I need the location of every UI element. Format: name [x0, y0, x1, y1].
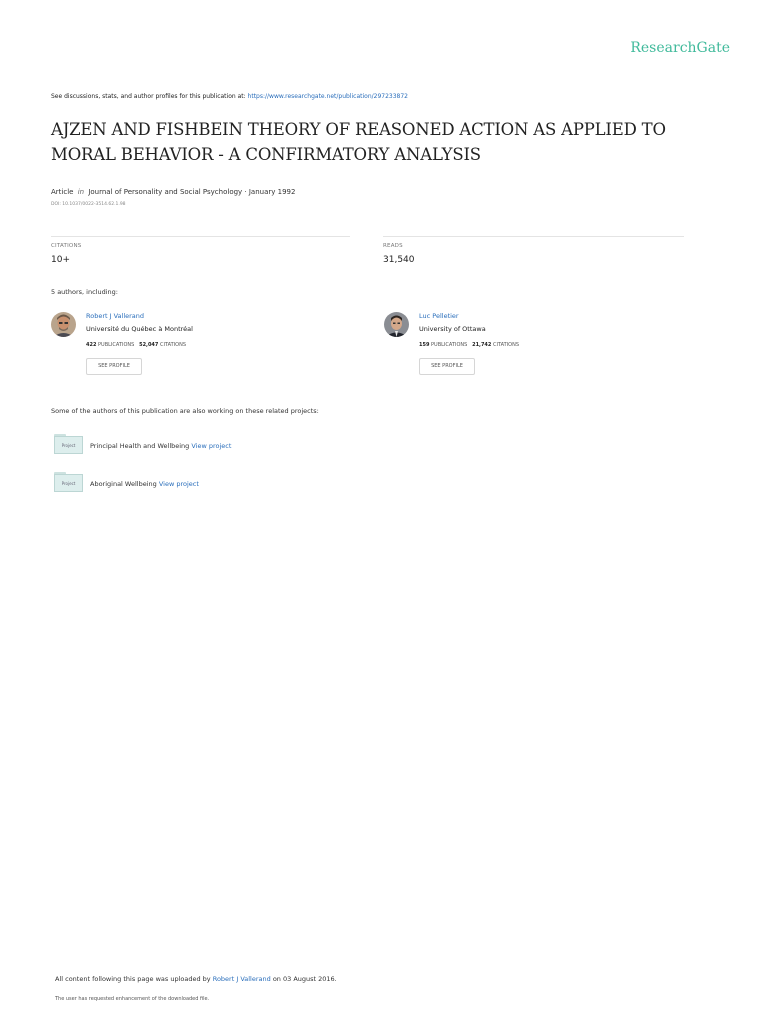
publication-meta: [51, 188, 295, 196]
project-icon-label: Project: [54, 436, 83, 454]
publication-url-link[interactable]: https://www.researchgate.net/publication/297233872: [247, 93, 408, 100]
reads-label: READS: [383, 243, 403, 249]
uploader-link[interactable]: Robert J Vallerand: [212, 975, 271, 983]
upload-suffix: on 03 August 2016.: [270, 975, 337, 983]
see-profile-button[interactable]: SEE PROFILE: [419, 358, 475, 375]
journal-name: Journal of Personality and Social Psychology · January 1992: [88, 188, 296, 196]
publication-type: Article: [51, 188, 74, 196]
enhancement-note: The user has requested enhancement of the downloaded file.: [55, 996, 210, 1002]
citations-count: 52,047: [139, 342, 159, 348]
citations-count-label: CITATIONS: [159, 342, 187, 348]
doi: DOI: 10.1037/0022-3514.62.1.98: [51, 202, 126, 207]
author-name-link[interactable]: Luc Pelletier: [419, 312, 459, 320]
publications-count: 422: [86, 342, 97, 348]
publications-label: PUBLICATIONS: [431, 342, 468, 348]
author-stats: [86, 342, 186, 348]
publications-count: 159: [419, 342, 430, 348]
publication-title: AJZEN AND FISHBEIN THEORY OF REASONED ACTION AS APPLIED TO MORAL BEHAVIOR - A CONFIRMATORY ANALYSIS: [51, 120, 666, 164]
discussions-text: See discussions, stats, and author profiles for this publication at:: [51, 93, 248, 100]
upload-prefix: All content following this page was uploaded by: [55, 975, 213, 983]
project-item: [90, 480, 199, 488]
author-name-link[interactable]: Robert J Vallerand: [86, 312, 145, 320]
upload-note: [55, 975, 337, 983]
project-name: Aboriginal Wellbeing: [90, 480, 159, 488]
discussions-line: [51, 93, 408, 100]
authors-heading: 5 authors, including:: [51, 288, 118, 296]
author-avatar-pelletier[interactable]: [384, 312, 409, 337]
author-institution: University of Ottawa: [419, 325, 486, 333]
avatar-photo-icon: [51, 312, 76, 337]
project-item: [90, 442, 231, 450]
citations-divider: [51, 236, 350, 237]
projects-heading: Some of the authors of this publication are also working on these related projects:: [51, 407, 319, 415]
author-stats: [419, 342, 519, 348]
citations-count: 21,742: [472, 342, 492, 348]
citations-count-label: CITATIONS: [492, 342, 520, 348]
researchgate-logo[interactable]: ResearchGate: [630, 40, 730, 56]
project-icon-label: Project: [54, 474, 83, 492]
publications-label: PUBLICATIONS: [98, 342, 135, 348]
avatar-photo-icon: [384, 312, 409, 337]
view-project-link[interactable]: View project: [191, 442, 232, 450]
project-name: Principal Health and Wellbeing: [90, 442, 192, 450]
view-project-link[interactable]: View project: [158, 480, 199, 488]
citations-label: CITATIONS: [51, 243, 82, 249]
author-avatar-vallerand[interactable]: [51, 312, 76, 337]
citations-value: 10+: [51, 255, 70, 265]
reads-divider: [383, 236, 684, 237]
author-institution: Université du Québec à Montréal: [86, 325, 193, 333]
meta-in: in: [77, 188, 85, 196]
project-folder-icon: [54, 434, 83, 454]
project-folder-icon: [54, 472, 83, 492]
see-profile-button[interactable]: SEE PROFILE: [86, 358, 142, 375]
reads-value: 31,540: [383, 255, 415, 265]
